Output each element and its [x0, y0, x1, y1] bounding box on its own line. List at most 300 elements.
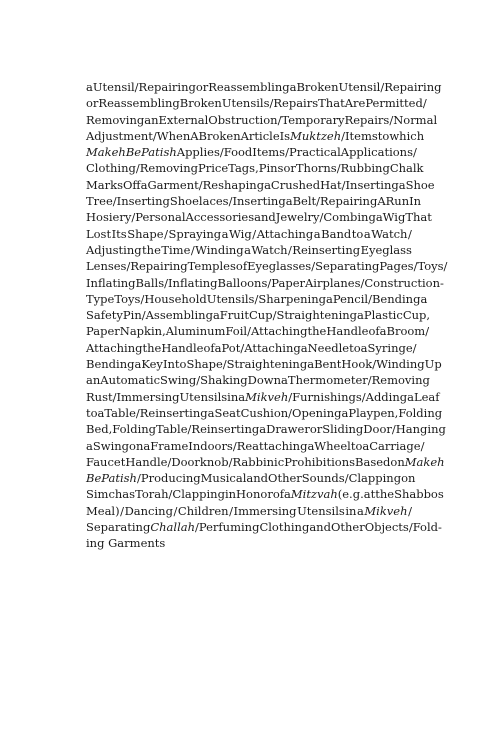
word: Repairs: [344, 112, 390, 127]
word: Winding: [195, 242, 244, 257]
word: Producing: [140, 471, 201, 486]
word: Construction-: [364, 275, 444, 290]
word: /: [269, 96, 274, 111]
word: Cup,: [402, 308, 431, 323]
word: /: [413, 259, 418, 274]
word: /: [319, 210, 324, 225]
word: a: [238, 389, 246, 404]
word: Safety: [86, 308, 123, 323]
word: a: [97, 405, 105, 420]
word: Sliding: [322, 422, 364, 437]
word: Pin: [122, 308, 142, 323]
word: Wig: [229, 226, 252, 241]
word: /: [412, 340, 417, 355]
word: A: [190, 128, 199, 143]
word: Syringe: [367, 340, 413, 355]
word: Down: [247, 373, 282, 388]
word: in: [227, 389, 239, 404]
word: /: [112, 389, 117, 404]
word: the: [142, 242, 161, 257]
word: Adjustment: [86, 128, 153, 143]
word: a: [259, 422, 267, 437]
word: /: [336, 161, 341, 176]
word: Hat: [320, 177, 342, 192]
word: Inserting: [345, 177, 399, 192]
word: Bent: [314, 357, 342, 372]
word: on: [401, 471, 416, 486]
word: Bending: [371, 291, 421, 306]
word: a: [284, 487, 291, 502]
word: to: [377, 128, 390, 143]
word: Is: [279, 128, 291, 143]
word: Swing: [160, 373, 197, 388]
word: Clothing: [259, 520, 310, 535]
word: /: [287, 242, 292, 257]
word: Attaching: [250, 324, 308, 339]
word: Straightening: [226, 357, 308, 372]
word: Clapping: [172, 487, 225, 502]
text-line: [86, 95, 427, 111]
word: Broken: [179, 96, 222, 111]
word: Repairing: [138, 80, 196, 94]
word: Honor: [236, 487, 273, 502]
text-line: [86, 503, 412, 519]
word: Paper: [86, 324, 120, 339]
word: /: [412, 145, 417, 160]
word: /: [141, 308, 146, 323]
word: Mikveh: [364, 503, 408, 518]
word: Table: [156, 422, 188, 437]
word: Removing: [86, 112, 145, 127]
word: /: [190, 242, 195, 257]
word: /: [222, 357, 227, 372]
word: Plastic: [363, 308, 403, 323]
text-line: [86, 421, 446, 437]
word: Hosiery: [86, 210, 132, 225]
word: Key: [141, 357, 163, 372]
word: Applications: [340, 145, 413, 160]
word: Prohibitions: [284, 454, 356, 469]
word: a: [362, 438, 370, 453]
word: Automatic: [100, 373, 161, 388]
word: Tags,: [228, 161, 259, 176]
word: /: [443, 259, 448, 274]
word: /: [344, 471, 349, 486]
word: on: [129, 438, 144, 453]
word: Bed,: [86, 422, 113, 437]
word: Separating: [315, 259, 380, 274]
word: Household: [144, 291, 207, 306]
word: Utensils: [221, 96, 270, 111]
word: a: [214, 340, 222, 355]
word: /: [316, 194, 320, 209]
word: Jewelry: [275, 210, 320, 225]
word: Doorknob: [171, 454, 229, 469]
word: Inserting: [232, 194, 286, 209]
word: a: [207, 405, 215, 420]
word: Napkin,: [119, 324, 166, 339]
word: /: [134, 80, 139, 94]
word: Repairing: [320, 194, 378, 209]
word: and: [246, 471, 269, 486]
word: Into: [162, 357, 187, 372]
word: Assembling: [145, 308, 213, 323]
word: /: [367, 373, 372, 388]
word: Hook: [341, 357, 373, 372]
text-line: [86, 307, 431, 323]
word: the: [142, 340, 162, 355]
text-line: [86, 438, 425, 454]
word: Crushed: [270, 177, 321, 192]
word: Clapping: [348, 471, 402, 486]
word: /: [167, 454, 172, 469]
text-line: [86, 454, 445, 470]
word: Article: [240, 128, 280, 143]
word: Utensil: [92, 80, 135, 94]
word: of: [368, 324, 380, 339]
word: a: [407, 389, 414, 404]
text-line: [86, 372, 430, 388]
text-line: [86, 340, 417, 356]
word: Inflating: [86, 275, 136, 290]
word: Aluminum: [165, 324, 226, 339]
word: /: [341, 177, 346, 192]
word: Broom: [386, 324, 426, 339]
text-line: [86, 405, 443, 421]
word: and: [309, 520, 331, 535]
word: Door: [363, 422, 392, 437]
word: Price: [198, 161, 229, 176]
word: Belt: [292, 194, 317, 209]
word: Immersing: [116, 389, 180, 404]
word: Leaf: [413, 389, 440, 404]
word: Carriage: [369, 438, 421, 453]
word: /: [267, 275, 272, 290]
word: Straightening: [276, 308, 358, 323]
word: /: [408, 520, 413, 535]
word: Shape: [186, 357, 223, 372]
word: /: [195, 520, 199, 535]
word: /: [196, 373, 201, 388]
word: Lenses: [86, 259, 127, 274]
word: Rust: [86, 389, 113, 404]
word: a: [212, 308, 220, 323]
word: a: [86, 80, 93, 94]
text-line: [86, 242, 412, 258]
word: Paper: [271, 275, 305, 290]
word: Temples: [187, 259, 236, 274]
word: Pages: [379, 259, 414, 274]
word: Type: [86, 291, 115, 306]
word: Foil: [225, 324, 248, 339]
word: Adjusting: [86, 242, 142, 257]
word: /: [380, 80, 385, 94]
word: Mikveh: [245, 389, 289, 404]
word: Cup: [248, 308, 273, 323]
word: an: [86, 373, 101, 388]
word: A: [377, 194, 386, 209]
word: Accessories: [185, 210, 255, 225]
word: External: [158, 112, 209, 127]
word: Run: [385, 194, 410, 209]
word: /: [120, 503, 125, 518]
word: When: [156, 128, 191, 143]
word: Reassembling: [208, 80, 290, 94]
word: Thermometer: [287, 373, 368, 388]
word: a: [363, 226, 371, 241]
word: a: [379, 324, 387, 339]
word: Attaching: [244, 340, 301, 355]
word: Hanging: [395, 422, 446, 437]
word: Shape: [127, 226, 164, 241]
word: or: [283, 161, 296, 176]
word: Handle: [326, 324, 369, 339]
word: /: [173, 503, 178, 518]
word: /: [164, 275, 168, 290]
word: in: [224, 487, 237, 502]
word: or: [309, 422, 323, 437]
word: /: [361, 389, 366, 404]
text-line: [86, 226, 412, 242]
word: Shaking: [200, 373, 248, 388]
word: Garment: [147, 177, 199, 192]
word: Utensil: [338, 80, 381, 94]
word: /: [408, 503, 412, 518]
word: Perfuming: [198, 520, 260, 535]
word: /: [285, 145, 289, 160]
word: a: [357, 308, 364, 323]
word: Permitted: [365, 96, 423, 111]
word: to: [351, 226, 364, 241]
word: Opening: [292, 405, 342, 420]
word: a: [285, 194, 293, 209]
word: Faucet: [86, 454, 126, 469]
word: /: [288, 389, 293, 404]
word: Balls: [135, 275, 165, 290]
word: a: [313, 226, 321, 241]
word: In: [409, 194, 422, 209]
word: Folding: [398, 405, 443, 420]
word: a: [140, 177, 148, 192]
text-line: [86, 291, 428, 307]
word: /: [136, 471, 141, 486]
word: Winding: [376, 357, 425, 372]
text-line: [86, 193, 422, 209]
text-line: [86, 323, 430, 339]
word: /: [112, 194, 117, 209]
word: Watch: [251, 242, 288, 257]
word: Reassembling: [98, 96, 180, 111]
word: BePatish: [125, 145, 177, 160]
word: Garments: [108, 536, 166, 551]
text-line: [86, 535, 412, 551]
word: Reinserting: [139, 405, 208, 420]
word: /: [126, 259, 131, 274]
word: /: [391, 422, 396, 437]
word: /: [131, 210, 136, 225]
word: a: [244, 242, 251, 257]
word: Swing: [92, 438, 130, 453]
word: Muktzeh: [290, 128, 342, 143]
word: Challah: [150, 520, 196, 535]
word: (e.g.: [337, 487, 364, 502]
word: Pencil: [332, 291, 369, 306]
word: Immersing: [233, 503, 297, 518]
word: Makeh: [404, 454, 445, 469]
word: a: [289, 80, 297, 94]
word: on: [390, 454, 405, 469]
word: Attaching: [86, 340, 143, 355]
word: Needle: [307, 340, 350, 355]
word: of: [272, 487, 284, 502]
word: Its: [111, 226, 127, 241]
word: Objects: [364, 520, 409, 535]
word: a: [375, 210, 383, 225]
word: /: [135, 161, 140, 176]
word: or: [195, 80, 209, 94]
word: ing: [86, 536, 105, 551]
word: in: [345, 503, 357, 518]
word: /: [311, 259, 316, 274]
word: Inserting: [116, 194, 170, 209]
word: Wig: [382, 210, 406, 225]
word: That: [318, 96, 345, 111]
word: Eyeglass: [360, 242, 412, 257]
word: /: [420, 438, 425, 453]
word: /: [187, 422, 192, 437]
word: of: [235, 259, 248, 274]
word: Separating: [86, 520, 151, 535]
text-line: [86, 275, 444, 291]
word: Playpen,: [348, 405, 399, 420]
word: Practical: [288, 145, 341, 160]
text-line: [86, 112, 438, 128]
word: Sounds: [301, 471, 345, 486]
word: Table: [104, 405, 136, 420]
word: Fold-: [412, 520, 442, 535]
word: /: [168, 487, 173, 502]
word: Food: [223, 145, 253, 160]
word: /: [254, 291, 259, 306]
word: Lost: [86, 226, 112, 241]
word: Inflating: [168, 275, 218, 290]
word: /: [252, 226, 257, 241]
word: Repairing: [384, 80, 442, 94]
word: a: [134, 357, 142, 372]
word: Temporary: [281, 112, 345, 127]
word: Shabbos: [394, 487, 444, 502]
word: Thorns: [295, 161, 337, 176]
text-line: [86, 209, 432, 225]
word: /: [389, 112, 394, 127]
word: Mitzvah: [290, 487, 338, 502]
word: Frame: [150, 438, 189, 453]
word: Reinserting: [191, 422, 260, 437]
word: /: [372, 357, 377, 372]
word: the: [307, 324, 327, 339]
word: a: [341, 405, 349, 420]
word: a: [221, 226, 229, 241]
word: Cushion: [240, 405, 289, 420]
word: or: [86, 96, 99, 111]
word: /: [368, 291, 372, 306]
word: Pins: [258, 161, 284, 176]
word: Time: [161, 242, 191, 257]
word: Are: [344, 96, 366, 111]
word: Indoors: [188, 438, 233, 453]
word: Up: [424, 357, 442, 372]
word: Handle: [161, 340, 204, 355]
word: Balloons: [217, 275, 268, 290]
word: an: [144, 112, 159, 127]
word: of: [203, 340, 215, 355]
word: Repairs: [273, 96, 319, 111]
word: a: [86, 438, 93, 453]
word: Utensils: [297, 503, 345, 518]
word: /: [229, 503, 233, 518]
word: /: [135, 405, 140, 420]
word: Wheel: [314, 438, 351, 453]
word: Dancing: [124, 503, 173, 518]
word: Clothing: [86, 161, 136, 176]
word: Reinserting: [292, 242, 361, 257]
word: Removing: [371, 373, 430, 388]
word: /: [360, 275, 365, 290]
word: Shoelaces: [169, 194, 229, 209]
word: Toys: [114, 291, 141, 306]
word: /: [407, 226, 412, 241]
word: /: [425, 324, 430, 339]
word: Chalk: [389, 161, 424, 176]
word: Combing: [323, 210, 376, 225]
word: a: [300, 340, 308, 355]
text-line: [86, 470, 416, 486]
word: /: [422, 96, 427, 111]
text-line: [86, 160, 424, 176]
word: Rabbinic: [232, 454, 285, 469]
word: Handle: [125, 454, 168, 469]
word: Furnishings: [292, 389, 362, 404]
word: Band: [321, 226, 352, 241]
word: Rubbing: [340, 161, 390, 176]
word: Items: [345, 128, 378, 143]
word: /: [288, 405, 293, 420]
word: Other: [268, 471, 302, 486]
word: Items: [252, 145, 286, 160]
word: Bending: [86, 357, 135, 372]
text-line: [86, 519, 442, 535]
word: Broken: [296, 80, 339, 94]
word: Folding: [112, 422, 157, 437]
contents-paragraph: [86, 79, 448, 552]
word: Watch: [371, 226, 408, 241]
word: Children: [177, 503, 229, 518]
text-line: [86, 389, 440, 405]
word: That: [405, 210, 432, 225]
word: a: [281, 373, 288, 388]
word: Reattaching: [236, 438, 308, 453]
word: to: [350, 438, 363, 453]
word: Fruit: [219, 308, 249, 323]
word: Removing: [139, 161, 198, 176]
word: Shoe: [405, 177, 435, 192]
word: Musical: [200, 471, 247, 486]
word: Makeh: [86, 145, 126, 160]
word: /: [240, 340, 245, 355]
word: /: [341, 128, 346, 143]
word: Torah: [135, 487, 169, 502]
word: Obstruction: [208, 112, 278, 127]
